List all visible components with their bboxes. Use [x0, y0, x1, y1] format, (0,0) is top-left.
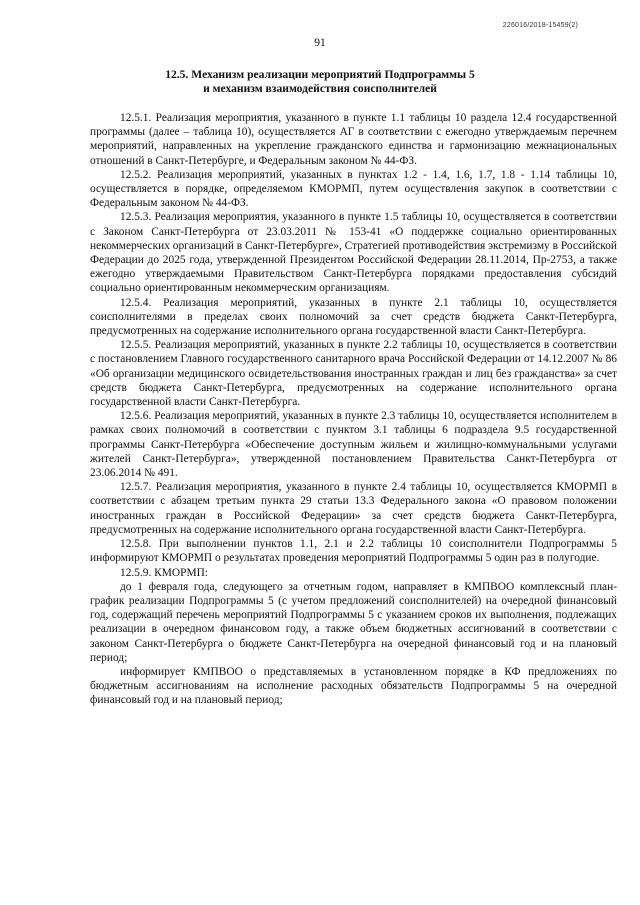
paragraph-12-5-8: 12.5.8. При выполнении пунктов 1.1, 2.1 и 2.2 таблицы 10 соисполнители Подпрограммы 5 информируют КМОРМП о результатах проведения мероприятий Подпрограммы 5 один раз в полугодие.: [90, 538, 617, 565]
paragraph-12-5-9-item: до 1 февраля года, следующего за отчетным годом, направляет в КМПВОО комплексный план-график реализации Подпрограммы 5 (с учетом предложений соисполнителей) на очередной финансовый год, содержащий перечень мероприятий Подпрограммы 5 с указанием сроков их выполнения, подлежащих реализации в очередном финансовом году, а также объем бюджетных ассигнований в соответствии с законом Санкт-Петербурга о бюджете Санкт-Петербурга на очередной финансовый год и на плановый период;: [90, 580, 617, 664]
paragraph-12-5-6: 12.5.6. Реализация мероприятий, указанных в пункте 2.3 таблицы 10, осуществляется исполнителем в рамках своих полномочий в соответствии с пунктом 3.1 таблицы 6 подраздела 9.5 государственной программы Санкт-Петербурга «Обеспечение доступным жильем и жилищно-коммунальными услугами жителей Санкт-Петербурга», утвержденной постановлением Правительства Санкт-Петербурга от 23.06.2014 № 491.: [90, 410, 617, 480]
paragraph-12-5-9: 12.5.9. КМОРМП:: [120, 566, 208, 579]
section-title-line: и механизм взаимодействия соисполнителей: [203, 82, 437, 95]
paragraph-12-5-4: 12.5.4. Реализация мероприятий, указанных в пункте 2.1 таблицы 10, осуществляется соисполнителями в пределах своих полномочий за счет средств бюджета Санкт-Петербурга, предусмотренных на содержание исполнительного органа государственной власти Санкт-Петербурга.: [90, 296, 617, 338]
paragraph-12-5-5: 12.5.5. Реализация мероприятий, указанных в пункте 2.2 таблицы 10, осуществляется в соответствии с постановлением Главного государственного санитарного врача Российской Федерации от 14.12.2007 № 86 «Об организации медицинского освидетельствования иностранных граждан и лиц без гражданства» за счет средств бюджета Санкт-Петербурга, предусмотренных на содержание исполнительного органа государственной власти Санкт-Петербурга.: [90, 339, 617, 409]
section-title-line: 12.5. Механизм реализации мероприятий Подпрограммы 5: [165, 68, 475, 81]
document-body: [90, 111, 617, 708]
paragraph-12-5-2: 12.5.2. Реализация мероприятий, указанных в пунктах 1.2 - 1.4, 1.6, 1.7, 1.8 - 1.14 таблицы 10, осуществляется в порядке, определяемом КМОРМП, путем осуществления закупок в соответствии с Федеральным законом № 44-ФЗ.: [90, 168, 617, 210]
paragraph-12-5-7: 12.5.7. Реализация мероприятия, указанного в пункте 2.4 таблицы 10, осуществляется КМОРМП в соответствии с абзацем третьим пункта 29 статьи 13.3 Федерального закона «О правовом положении иностранных граждан в Российской Федерации» за счет средств бюджета Санкт-Петербурга, предусмотренных на содержание исполнительного органа государственной власти Санкт-Петербурга.: [90, 481, 617, 536]
document-id: 226016/2018-15459(2): [502, 22, 578, 29]
paragraph-12-5-1: 12.5.1. Реализация мероприятия, указанного в пункте 1.1 таблицы 10 раздела 12.4 государственной программы (далее – таблица 10), осуществляется АГ в соответствии с ежегодно утверждаемым перечнем мероприятий, направленных на укрепление гражданского единства и гармонизацию межнациональных отношений в Санкт-Петербурге, и Федеральным законом № 44-ФЗ.: [90, 112, 617, 167]
paragraph-12-5-9-item: информирует КМПВОО о представляемых в установленном порядке в КФ предложениях по бюджетным ассигнованиям на исполнение расходных обязательств Подпрограммы 5 на очередной финансовый год и на плановый период;: [90, 665, 617, 707]
page-number: 91: [314, 37, 326, 49]
section-title: [90, 68, 550, 96]
paragraph-12-5-3: 12.5.3. Реализация мероприятия, указанного в пункте 1.5 таблицы 10, осуществляется в соответствии с Законом Санкт-Петербурга от 23.03.2011 № 153-41 «О поддержке социально ориентированных некоммерческих организаций в Санкт-Петербурге», Стратегией противодействия экстремизму в Российской Федерации до 2025 года, утвержденной Президентом Российской Федерации 28.11.2014, Пр-2753, а также ежегодно утверждаемыми Правительством Санкт-Петербурга порядками предоставления субсидий социально ориентированным некоммерческим организациям.: [90, 211, 617, 295]
